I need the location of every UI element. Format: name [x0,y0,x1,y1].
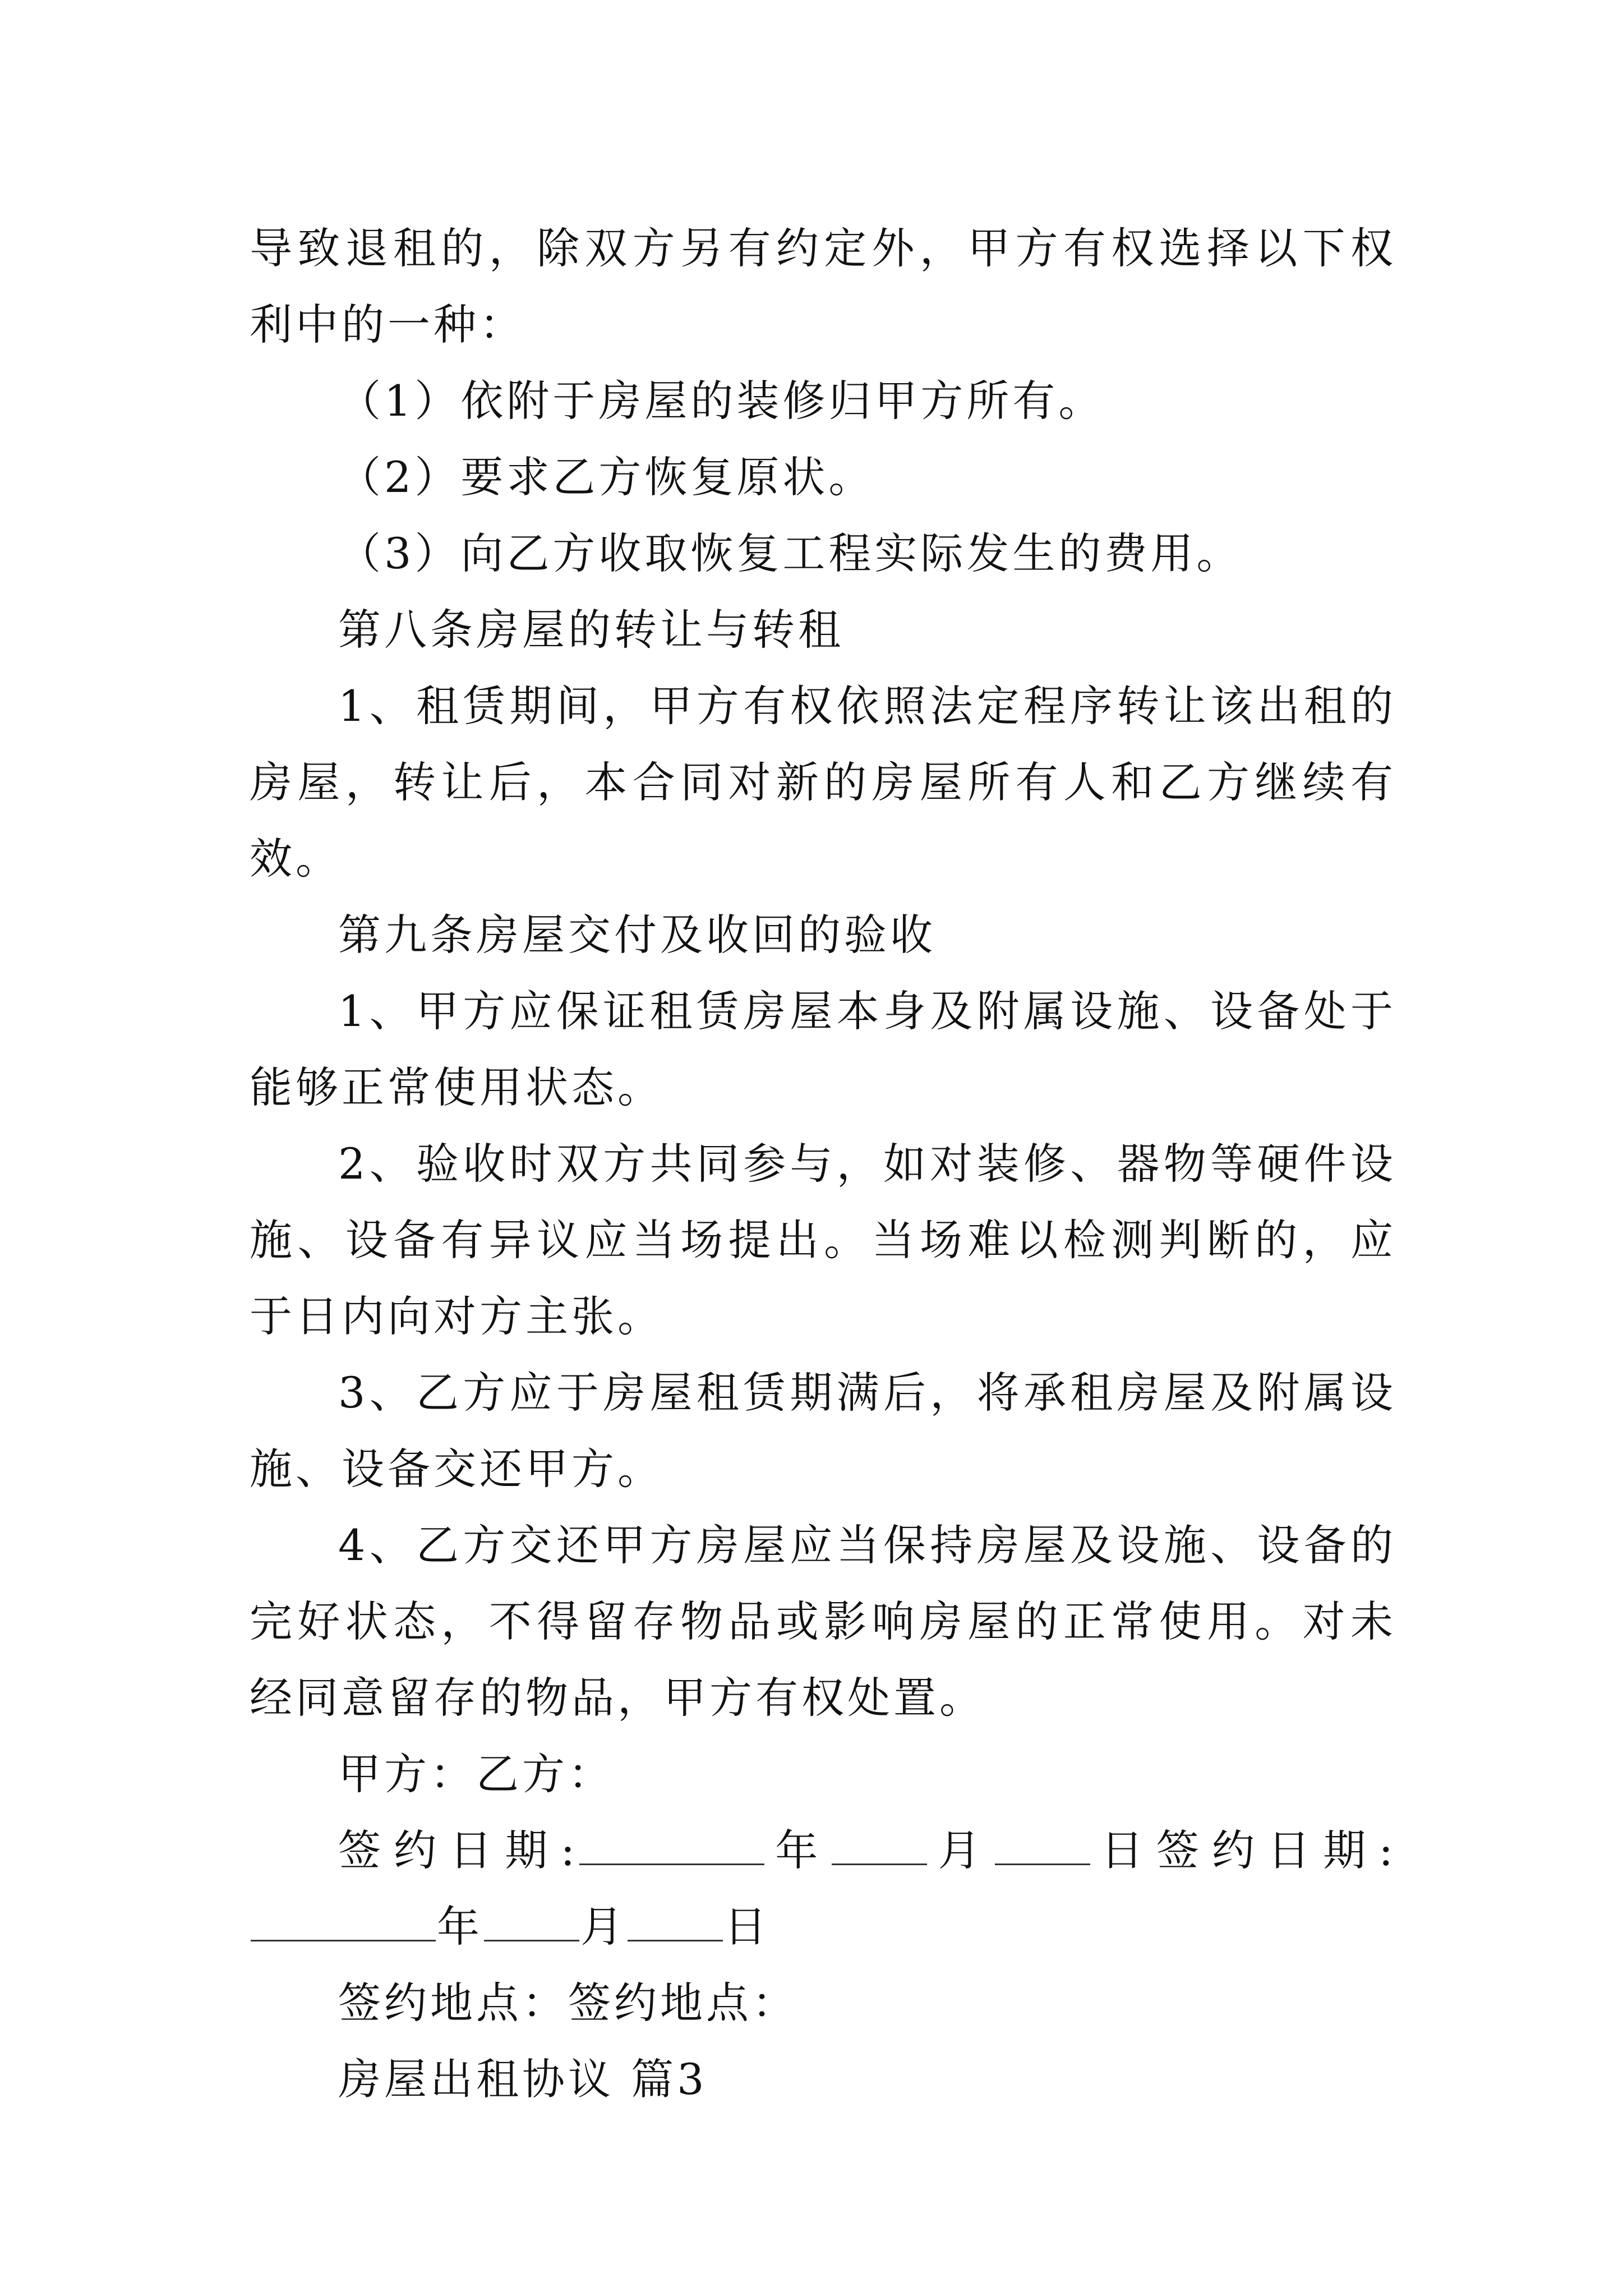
month-blank [832,1824,927,1865]
second-month-blank [484,1901,579,1941]
second-day-label: 日 [724,1902,770,1952]
section-title: 房屋出租协议 篇3 [338,2054,708,2104]
article-9-clause-2: 2、验收时双方共同参与，如对装修、器物等硬件设施、设备有异议应当场提出。当场难以检测判断的，应于日内向对方主张。 [250,1139,1396,1341]
second-year-blank [251,1901,436,1941]
paragraph-option-2: （2）要求乙方恢复原状。 [338,452,875,502]
year-blank [579,1824,764,1865]
article-9-clause-1: 1、甲方应保证租赁房屋本身及附属设施、设备处于能够正常使用状态。 [250,986,1396,1112]
paragraph-termination-options: 导致退租的，除双方另有约定外，甲方有权选择以下权利中的一种： [250,223,1396,349]
signing-date-label: 签约日期: [338,1825,579,1875]
party-signature-line: 甲方：乙方： [338,1749,614,1799]
second-day-blank [628,1901,723,1941]
article-8-heading: 第八条房屋的转让与转租 [338,605,844,655]
year-label: 年 [766,1825,831,1875]
document-body [250,210,1396,2118]
day-blank [995,1824,1090,1865]
article-8-clause-1: 1、租赁期间，甲方有权依照法定程序转让该出租的房屋，转让后，本合同对新的房屋所有人和乙方继续有效。 [250,681,1396,884]
paragraph-option-1: （1）依附于房屋的装修归甲方所有。 [338,376,1105,426]
month-label: 月 [928,1825,994,1875]
article-9-clause-4: 4、乙方交还甲方房屋应当保持房屋及设施、设备的完好状态，不得留存物品或影响房屋的正常使用。对未经同意留存的物品，甲方有权处置。 [250,1520,1396,1723]
second-month-label: 月 [580,1902,626,1952]
paragraph-option-3: （3）向乙方收取恢复工程实际发生的费用。 [338,528,1243,578]
second-year-label: 年 [437,1902,483,1952]
day-and-second-date-label: 日签约日期: [1091,1825,1397,1875]
signing-place-line: 签约地点：签约地点： [338,1978,798,2028]
article-9-clause-3: 3、乙方应于房屋租赁期满后，将承租房屋及附属设施、设备交还甲方。 [250,1368,1396,1494]
article-9-heading: 第九条房屋交付及收回的验收 [338,910,936,960]
signing-date-line [250,1812,1396,1965]
